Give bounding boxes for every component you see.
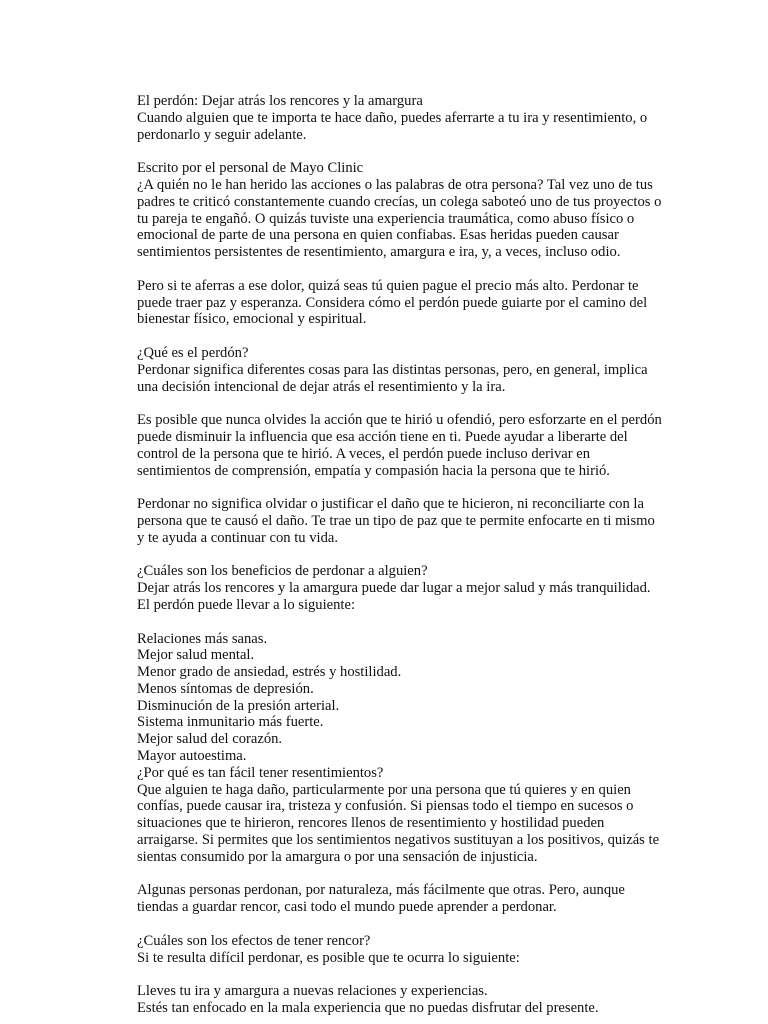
paragraph-gap — [137, 916, 697, 933]
text-line: bienestar físico, emocional y espiritual. — [137, 311, 367, 328]
text-line: sientas consumido por la amargura o por una sensación de injusticia. — [137, 848, 538, 865]
list-item: Lleves tu ira y amargura a nuevas relaciones y experiencias. — [137, 983, 488, 1000]
list-item: Sistema inmunitario más fuerte. — [137, 714, 324, 731]
list-item: Menos síntomas de depresión. — [137, 680, 314, 697]
list-item: Estés tan enfocado en la mala experiencia que no puedas disfrutar del presente. — [137, 1000, 599, 1017]
byline: Escrito por el personal de Mayo Clinic — [137, 160, 364, 177]
paragraph-gap — [137, 143, 697, 160]
paragraph-gap — [137, 261, 697, 278]
paragraph-gap — [137, 479, 697, 496]
text-line: una decisión intencional de dejar atrás el resentimiento y la ira. — [137, 378, 506, 395]
text-line: tiendas a guardar rencor, casi todo el mundo puede aprender a perdonar. — [137, 899, 557, 916]
paragraph-gap — [137, 966, 697, 983]
list-item: Mejor salud mental. — [137, 647, 255, 664]
paragraph-gap — [137, 866, 697, 883]
list-item: Relaciones más sanas. — [137, 630, 268, 647]
paragraph-gap — [137, 395, 697, 412]
paragraph-gap — [137, 328, 697, 345]
list-item: Mejor salud del corazón. — [137, 731, 283, 748]
text-line: sentimientos persistentes de resentimiento, amargura e ira, y, a veces, incluso odio. — [137, 244, 621, 261]
text-line: Cuando alguien que te importa te hace daño, puedes aferrarte a tu ira y resentimiento, o — [137, 109, 648, 126]
list-item: Mayor autoestima. — [137, 748, 247, 765]
text-line: y te ayuda a continuar con tu vida. — [137, 529, 338, 546]
section-heading: ¿Por qué es tan fácil tener resentimientos? — [137, 764, 384, 781]
text-line: control de la persona que te hirió. A veces, el perdón puede incluso derivar en — [137, 445, 591, 462]
text-line: Algunas personas perdonan, por naturaleza, más fácilmente que otras. Pero, aunque — [137, 882, 625, 899]
text-line: arraigarse. Si permites que los sentimientos negativos sustituyan a los positivos, quizás te — [137, 832, 660, 849]
document-title: El perdón: Dejar atrás los rencores y la amargura — [137, 93, 423, 109]
text-line: Es posible que nunca olvides la acción que te hirió u ofendió, pero esforzarte en el perdón — [137, 412, 662, 429]
text-line: persona que te causó el daño. Te trae un tipo de paz que te permite enfocarte en ti mismo — [137, 512, 655, 529]
paragraph-gap — [137, 614, 697, 631]
section-heading: ¿Cuáles son los efectos de tener rencor? — [137, 932, 371, 949]
section-heading: ¿Qué es el perdón? — [137, 344, 249, 361]
text-line: tu pareja te engañó. O quizás tuviste una experiencia traumática, como abuso físico o — [137, 210, 635, 227]
text-line: sentimientos de comprensión, empatía y compasión hacia la persona que te hirió. — [137, 462, 610, 479]
text-line: situaciones que te hirieron, rencores llenos de resentimiento y hostilidad pueden — [137, 815, 605, 832]
text-line: Que alguien te haga daño, particularmente por una persona que tú quieres y en quien — [137, 781, 631, 798]
text-line: perdonarlo y seguir adelante. — [137, 126, 307, 143]
text-line: Pero si te aferras a ese dolor, quizá seas tú quien pague el precio más alto. Perdonar te — [137, 277, 639, 294]
text-line: ¿A quién no le han herido las acciones o las palabras de otra persona? Tal vez uno de tus — [137, 176, 653, 193]
section-heading: ¿Cuáles son los beneficios de perdonar a alguien? — [137, 563, 428, 580]
list-item: Disminución de la presión arterial. — [137, 697, 340, 714]
text-line: confías, puede causar ira, tristeza y confusión. Si piensas todo el tiempo en sucesos o — [137, 798, 634, 815]
list-item: Menor grado de ansiedad, estrés y hostilidad. — [137, 664, 402, 681]
text-line: Si te resulta difícil perdonar, es posible que te ocurra lo siguiente: — [137, 949, 520, 966]
text-line: El perdón puede llevar a lo siguiente: — [137, 596, 356, 613]
text-line: puede traer paz y esperanza. Considera cómo el perdón puede guiarte por el camino del — [137, 294, 648, 311]
text-line: Dejar atrás los rencores y la amargura puede dar lugar a mejor salud y más tranquilidad. — [137, 580, 651, 597]
text-line: Perdonar significa diferentes cosas para las distintas personas, pero, en general, implica — [137, 361, 648, 378]
text-line: padres te criticó constantemente cuando crecías, un colega saboteó uno de tus proyectos o — [137, 193, 662, 210]
document-page — [137, 93, 697, 1017]
text-line: Perdonar no significa olvidar o justificar el daño que te hicieron, ni reconciliarte con la — [137, 496, 644, 513]
paragraph-gap — [137, 547, 697, 564]
text-line: puede disminuir la influencia que esa acción tiene en ti. Puede ayudar a liberarte del — [137, 428, 628, 445]
text-line: emocional de parte de una persona en quien confiabas. Esas heridas pueden causar — [137, 227, 619, 244]
